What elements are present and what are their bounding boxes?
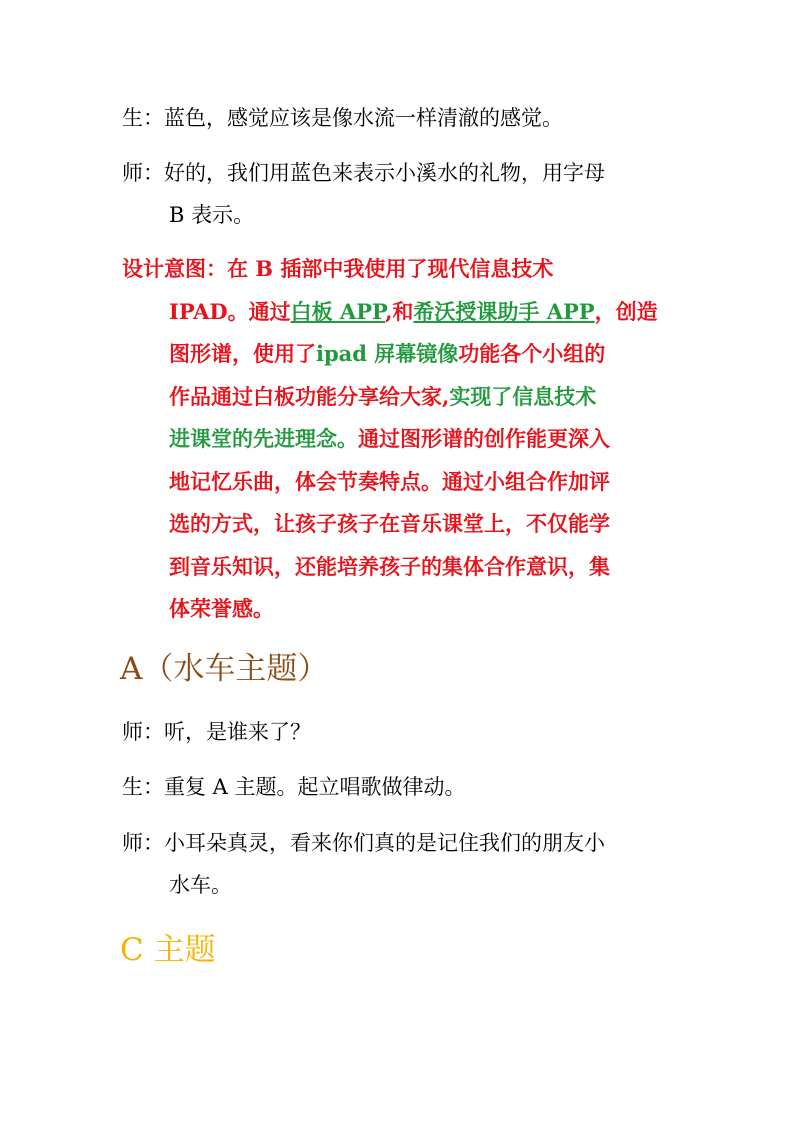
teacher-line-blue-gift bbox=[122, 152, 682, 236]
design-intent-line: 体荣誉感。 bbox=[169, 596, 274, 621]
design-intent-line: 到音乐知识，还能培养孩子的集体合作意识，集 bbox=[169, 553, 610, 579]
teacher-line-praise bbox=[122, 822, 682, 906]
student-line-blue bbox=[122, 97, 682, 139]
paragraph-text: 师：小耳朵真灵，看来你们真的是记住我们的朋友小 bbox=[122, 831, 605, 855]
design-intent-line: IPAD。通过白板 APP,和希沃授课助手 APP，创造 bbox=[169, 298, 658, 324]
highlight-text: 实现了信息技术 bbox=[449, 383, 597, 409]
design-intent-line: 进课堂的先进理念。通过图形谱的创作能更深入 bbox=[169, 426, 610, 451]
paragraph-continuation: 水车。 bbox=[169, 873, 232, 897]
paragraph-text: 师：听，是谁来了？ bbox=[122, 720, 311, 744]
paragraph-text: 生：重复 A 主题。起立唱歌做律动。 bbox=[122, 775, 466, 799]
seewo-app-link[interactable]: 希沃授课助手 APP bbox=[413, 298, 595, 324]
student-line-repeat bbox=[122, 766, 682, 808]
design-intent-line: 作品通过白板功能分享给大家,实现了信息技术 bbox=[169, 383, 597, 409]
design-intent-block bbox=[122, 248, 692, 631]
design-intent-line: 地记忆乐曲，体会节奏特点。通过小组合作加评 bbox=[169, 468, 610, 494]
design-intent-line: 设计意图：在 B 插部中我使用了现代信息技术 bbox=[122, 256, 554, 281]
whiteboard-app-link[interactable]: 白板 APP bbox=[290, 298, 386, 324]
highlight-text: 进课堂的先进理念。 bbox=[169, 426, 358, 451]
design-intent-line: 图形谱，使用了ipad 屏幕镜像功能各个小组的 bbox=[169, 341, 606, 366]
design-intent-line: 选的方式，让孩子孩子在音乐课堂上，不仅能学 bbox=[169, 511, 610, 536]
section-heading-a: A（水车主题） bbox=[120, 651, 329, 687]
paragraph-continuation: B 表示。 bbox=[169, 203, 255, 227]
paragraph-text: 生：蓝色，感觉应该是像水流一样清澈的感觉。 bbox=[122, 106, 563, 130]
section-heading-c: C 主题 bbox=[120, 932, 216, 968]
teacher-line-listen bbox=[122, 711, 682, 753]
highlight-text: ipad 屏幕镜像 bbox=[316, 341, 459, 366]
paragraph-text: 师：好的，我们用蓝色来表示小溪水的礼物，用字母 bbox=[122, 161, 605, 185]
